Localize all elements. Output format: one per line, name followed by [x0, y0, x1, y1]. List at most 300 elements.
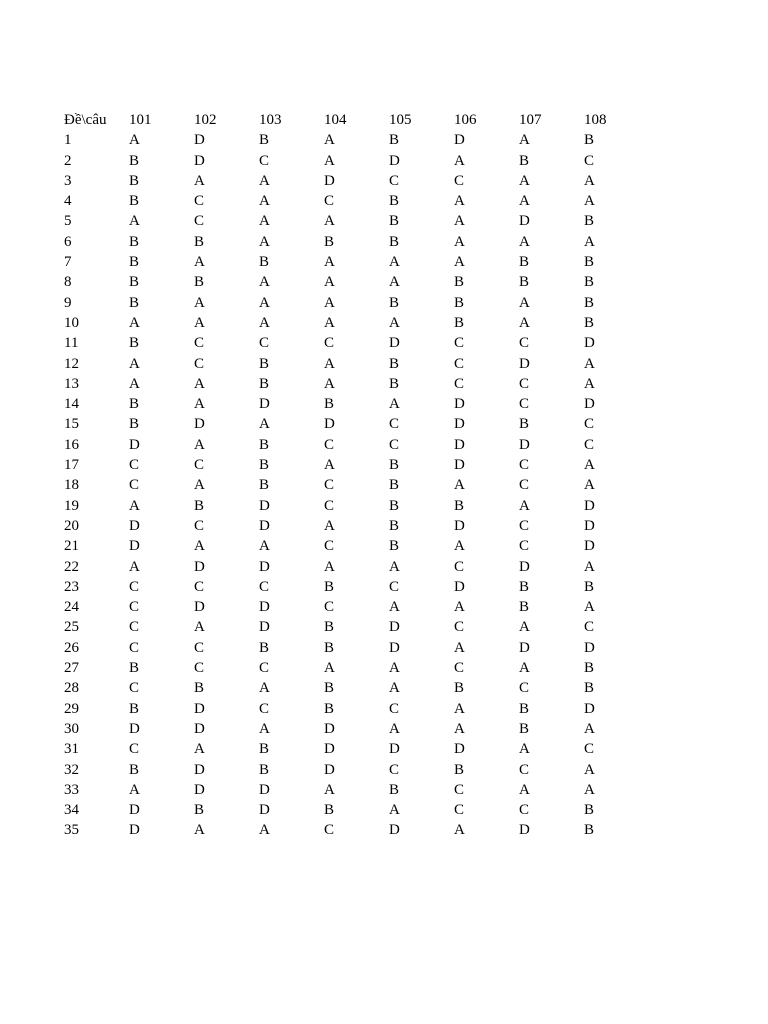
answer-cell: C: [129, 599, 140, 616]
answer-cell: C: [194, 457, 205, 474]
answer-cell: A: [129, 213, 140, 230]
answer-cell: D: [389, 619, 400, 636]
answer-cell: A: [324, 660, 335, 677]
answer-cell: A: [389, 558, 400, 575]
table-row: [64, 475, 649, 495]
answer-cell: A: [129, 132, 140, 149]
answer-cell: A: [259, 314, 270, 331]
answer-cell: A: [519, 132, 530, 149]
answer-cell: B: [454, 274, 465, 291]
question-number-cell: 12: [64, 355, 79, 372]
answer-cell: B: [454, 294, 465, 311]
answer-cell: C: [389, 700, 400, 717]
answer-cell: D: [194, 152, 205, 169]
answer-cell: D: [389, 335, 400, 352]
answer-cell: A: [389, 314, 400, 331]
answer-cell: C: [454, 802, 465, 819]
answer-cell: C: [584, 152, 595, 169]
answer-cell: B: [324, 233, 335, 250]
answer-cell: A: [454, 822, 465, 839]
answer-cell: C: [324, 497, 335, 514]
table-row: [64, 800, 649, 820]
question-number-cell: 30: [64, 720, 79, 737]
answer-cell: C: [584, 619, 595, 636]
question-number-cell: 7: [64, 254, 72, 271]
answer-cell: B: [389, 517, 400, 534]
answer-cell: D: [194, 416, 205, 433]
answer-cell: C: [389, 172, 400, 189]
answer-cell: B: [519, 254, 530, 271]
answer-cell: D: [454, 396, 465, 413]
answer-cell: A: [194, 619, 205, 636]
header-cell-exam-code: 102: [194, 112, 217, 128]
answer-cell: C: [584, 741, 595, 758]
answer-cell: A: [259, 213, 270, 230]
table-row: [64, 333, 649, 353]
answer-cell: A: [584, 720, 595, 737]
table-row: [64, 272, 649, 292]
answer-cell: D: [259, 396, 270, 413]
answer-cell: B: [389, 538, 400, 555]
answer-cell: B: [389, 233, 400, 250]
answer-cell: B: [519, 578, 530, 595]
answer-cell: D: [194, 781, 205, 798]
question-number-cell: 17: [64, 457, 79, 474]
answer-cell: A: [584, 599, 595, 616]
answer-cell: A: [454, 538, 465, 555]
answer-cell: D: [584, 335, 595, 352]
answer-cell: B: [584, 802, 595, 819]
answer-cell: B: [129, 193, 140, 210]
answer-cell: B: [454, 680, 465, 697]
answer-cell: C: [259, 335, 270, 352]
question-number-cell: 33: [64, 781, 79, 798]
question-number-cell: 9: [64, 294, 72, 311]
table-row: [64, 658, 649, 678]
answer-cell: D: [454, 457, 465, 474]
answer-cell: B: [259, 741, 270, 758]
answer-cell: B: [129, 233, 140, 250]
answer-cell: C: [519, 457, 530, 474]
answer-cell: A: [454, 193, 465, 210]
header-cell-exam-code: 106: [454, 112, 477, 128]
answer-cell: B: [194, 274, 205, 291]
answer-cell: D: [259, 619, 270, 636]
table-row: [64, 171, 649, 191]
answer-cell: D: [454, 741, 465, 758]
header-cell-exam-code: 108: [584, 112, 607, 128]
answer-cell: D: [324, 741, 335, 758]
table-row: [64, 638, 649, 658]
answer-cell: A: [389, 720, 400, 737]
table-row: [64, 191, 649, 211]
answer-cell: B: [584, 822, 595, 839]
answer-cell: B: [259, 477, 270, 494]
answer-cell: A: [454, 599, 465, 616]
answer-cell: C: [454, 375, 465, 392]
answer-cell: B: [584, 680, 595, 697]
answer-cell: A: [259, 416, 270, 433]
answer-cell: D: [194, 558, 205, 575]
answer-cell: B: [584, 213, 595, 230]
answer-cell: C: [519, 680, 530, 697]
answer-cell: A: [194, 294, 205, 311]
answer-cell: B: [389, 294, 400, 311]
answer-cell: A: [194, 822, 205, 839]
table-row: [64, 252, 649, 272]
answer-cell: A: [454, 233, 465, 250]
answer-cell: A: [194, 477, 205, 494]
answer-cell: A: [389, 802, 400, 819]
answer-cell: A: [584, 477, 595, 494]
answer-cell: B: [194, 802, 205, 819]
question-number-cell: 15: [64, 416, 79, 433]
answer-cell: A: [389, 599, 400, 616]
answer-cell: A: [519, 172, 530, 189]
answer-cell: B: [324, 619, 335, 636]
answer-cell: A: [584, 233, 595, 250]
answer-cell: D: [584, 639, 595, 656]
answer-cell: A: [454, 639, 465, 656]
table-row: [64, 211, 649, 231]
table-row: [64, 760, 649, 780]
answer-cell: A: [584, 172, 595, 189]
answer-cell: A: [259, 274, 270, 291]
answer-cell: C: [454, 172, 465, 189]
table-row: [64, 577, 649, 597]
answer-cell: D: [259, 599, 270, 616]
answer-cell: A: [324, 375, 335, 392]
answer-cell: A: [389, 660, 400, 677]
answer-cell: B: [259, 436, 270, 453]
answer-cell: D: [584, 497, 595, 514]
answer-cell: C: [324, 335, 335, 352]
answer-cell: A: [324, 457, 335, 474]
answer-cell: B: [129, 152, 140, 169]
answer-cell: A: [259, 720, 270, 737]
answer-cell: B: [324, 396, 335, 413]
answer-cell: B: [584, 132, 595, 149]
question-number-cell: 29: [64, 700, 79, 717]
answer-cell: C: [584, 416, 595, 433]
answer-cell: C: [129, 741, 140, 758]
answer-cell: D: [324, 761, 335, 778]
answer-cell: C: [259, 700, 270, 717]
answer-cell: C: [194, 660, 205, 677]
answer-cell: B: [454, 761, 465, 778]
answer-cell: A: [519, 294, 530, 311]
answer-cell: B: [519, 152, 530, 169]
answer-cell: A: [194, 396, 205, 413]
answer-cell: C: [259, 660, 270, 677]
question-number-cell: 26: [64, 639, 79, 656]
answer-cell: A: [324, 254, 335, 271]
answer-cell: A: [259, 233, 270, 250]
answer-key-table: [64, 110, 649, 841]
answer-cell: B: [584, 254, 595, 271]
question-number-cell: 14: [64, 396, 79, 413]
answer-cell: A: [259, 680, 270, 697]
answer-cell: B: [519, 274, 530, 291]
answer-cell: B: [259, 254, 270, 271]
answer-cell: C: [519, 761, 530, 778]
table-row: [64, 374, 649, 394]
question-number-cell: 27: [64, 660, 79, 677]
header-cell-exam-code: 107: [519, 112, 542, 128]
answer-cell: D: [194, 720, 205, 737]
answer-cell: A: [194, 741, 205, 758]
answer-cell: B: [389, 193, 400, 210]
table-row: [64, 536, 649, 556]
answer-cell: C: [194, 355, 205, 372]
answer-cell: A: [584, 375, 595, 392]
answer-cell: A: [324, 355, 335, 372]
answer-cell: B: [389, 781, 400, 798]
answer-cell: B: [389, 355, 400, 372]
answer-cell: A: [519, 193, 530, 210]
answer-cell: B: [129, 396, 140, 413]
question-number-cell: 6: [64, 233, 72, 250]
table-header: [64, 110, 649, 130]
table-row: [64, 293, 649, 313]
answer-cell: B: [389, 497, 400, 514]
answer-cell: C: [194, 639, 205, 656]
table-row: [64, 455, 649, 475]
answer-cell: A: [454, 213, 465, 230]
answer-cell: C: [454, 355, 465, 372]
question-number-cell: 18: [64, 477, 79, 494]
answer-cell: C: [194, 193, 205, 210]
answer-cell: B: [389, 375, 400, 392]
table-row: [64, 739, 649, 759]
answer-cell: D: [519, 213, 530, 230]
answer-cell: A: [584, 457, 595, 474]
question-number-cell: 8: [64, 274, 72, 291]
answer-cell: A: [519, 497, 530, 514]
answer-cell: B: [584, 314, 595, 331]
answer-cell: A: [584, 761, 595, 778]
answer-cell: A: [324, 132, 335, 149]
answer-cell: A: [519, 660, 530, 677]
answer-cell: A: [454, 152, 465, 169]
question-number-cell: 13: [64, 375, 79, 392]
table-row: [64, 130, 649, 150]
table-body: [64, 130, 649, 840]
answer-cell: B: [454, 497, 465, 514]
answer-cell: D: [129, 802, 140, 819]
answer-cell: D: [129, 436, 140, 453]
answer-cell: A: [324, 294, 335, 311]
answer-cell: A: [454, 720, 465, 737]
answer-cell: A: [129, 558, 140, 575]
answer-cell: A: [194, 314, 205, 331]
answer-cell: B: [129, 172, 140, 189]
answer-cell: A: [129, 314, 140, 331]
answer-cell: C: [519, 375, 530, 392]
question-number-cell: 3: [64, 172, 72, 189]
answer-cell: D: [194, 761, 205, 778]
answer-cell: C: [454, 335, 465, 352]
question-number-cell: 19: [64, 497, 79, 514]
answer-key-sheet: [64, 110, 649, 841]
answer-cell: A: [454, 700, 465, 717]
answer-cell: B: [389, 132, 400, 149]
question-number-cell: 2: [64, 152, 72, 169]
answer-cell: C: [194, 335, 205, 352]
answer-cell: A: [324, 558, 335, 575]
answer-cell: D: [519, 639, 530, 656]
answer-cell: D: [519, 558, 530, 575]
answer-cell: D: [129, 720, 140, 737]
answer-cell: C: [519, 396, 530, 413]
answer-cell: D: [454, 132, 465, 149]
answer-cell: C: [389, 436, 400, 453]
answer-cell: B: [324, 680, 335, 697]
table-row: [64, 496, 649, 516]
answer-cell: A: [324, 781, 335, 798]
answer-cell: A: [519, 619, 530, 636]
answer-cell: D: [259, 558, 270, 575]
answer-cell: B: [129, 660, 140, 677]
answer-cell: A: [324, 152, 335, 169]
answer-cell: B: [259, 375, 270, 392]
answer-cell: C: [454, 619, 465, 636]
answer-cell: B: [324, 639, 335, 656]
answer-cell: B: [259, 132, 270, 149]
answer-cell: C: [324, 193, 335, 210]
answer-cell: C: [324, 477, 335, 494]
answer-cell: B: [194, 233, 205, 250]
answer-cell: A: [389, 680, 400, 697]
answer-cell: C: [519, 335, 530, 352]
answer-cell: B: [129, 254, 140, 271]
answer-cell: A: [194, 254, 205, 271]
answer-cell: A: [324, 517, 335, 534]
answer-cell: C: [259, 578, 270, 595]
answer-cell: C: [259, 152, 270, 169]
answer-cell: B: [129, 294, 140, 311]
answer-cell: B: [324, 578, 335, 595]
header-cell-exam-code: 105: [389, 112, 412, 128]
answer-cell: A: [584, 781, 595, 798]
header-row: [64, 110, 649, 130]
table-row: [64, 719, 649, 739]
answer-cell: D: [584, 396, 595, 413]
table-row: [64, 557, 649, 577]
answer-cell: B: [519, 700, 530, 717]
answer-cell: A: [259, 822, 270, 839]
table-row: [64, 354, 649, 374]
answer-cell: A: [129, 497, 140, 514]
question-number-cell: 28: [64, 680, 79, 697]
answer-cell: D: [129, 517, 140, 534]
answer-cell: B: [129, 335, 140, 352]
question-number-cell: 22: [64, 558, 79, 575]
answer-cell: C: [389, 578, 400, 595]
question-number-cell: 20: [64, 517, 79, 534]
answer-cell: D: [454, 578, 465, 595]
answer-cell: D: [519, 355, 530, 372]
table-row: [64, 617, 649, 637]
table-row: [64, 597, 649, 617]
answer-cell: A: [389, 254, 400, 271]
answer-cell: B: [519, 416, 530, 433]
table-row: [64, 820, 649, 840]
answer-cell: A: [194, 375, 205, 392]
header-cell-exam-code: 103: [259, 112, 282, 128]
question-number-cell: 10: [64, 314, 79, 331]
answer-cell: B: [454, 314, 465, 331]
table-row: [64, 232, 649, 252]
answer-cell: A: [519, 233, 530, 250]
answer-cell: D: [389, 639, 400, 656]
answer-cell: D: [194, 700, 205, 717]
question-number-cell: 1: [64, 132, 72, 149]
answer-cell: C: [389, 416, 400, 433]
answer-cell: D: [129, 822, 140, 839]
answer-cell: A: [324, 274, 335, 291]
table-row: [64, 435, 649, 455]
answer-cell: A: [519, 781, 530, 798]
answer-cell: B: [129, 274, 140, 291]
question-number-cell: 34: [64, 802, 79, 819]
answer-cell: A: [584, 558, 595, 575]
answer-cell: A: [519, 741, 530, 758]
answer-cell: A: [519, 314, 530, 331]
answer-cell: A: [129, 355, 140, 372]
question-number-cell: 11: [64, 335, 79, 352]
answer-cell: A: [389, 396, 400, 413]
answer-cell: B: [584, 274, 595, 291]
answer-cell: B: [389, 477, 400, 494]
table-row: [64, 394, 649, 414]
table-row: [64, 151, 649, 171]
answer-cell: C: [324, 822, 335, 839]
question-number-cell: 25: [64, 619, 79, 636]
answer-cell: B: [389, 457, 400, 474]
header-cell-exam-question: Đề\câu: [64, 112, 107, 128]
question-number-cell: 5: [64, 213, 72, 230]
answer-cell: A: [194, 172, 205, 189]
answer-cell: C: [389, 761, 400, 778]
answer-cell: C: [584, 436, 595, 453]
question-number-cell: 21: [64, 538, 79, 555]
answer-cell: B: [389, 213, 400, 230]
answer-cell: A: [259, 193, 270, 210]
answer-cell: A: [259, 172, 270, 189]
answer-cell: B: [259, 639, 270, 656]
answer-cell: B: [129, 761, 140, 778]
answer-cell: D: [194, 132, 205, 149]
answer-cell: C: [194, 578, 205, 595]
answer-cell: D: [389, 741, 400, 758]
answer-cell: A: [259, 294, 270, 311]
answer-cell: C: [129, 680, 140, 697]
answer-cell: B: [584, 660, 595, 677]
question-number-cell: 32: [64, 761, 79, 778]
answer-cell: C: [324, 599, 335, 616]
answer-cell: A: [129, 375, 140, 392]
answer-cell: D: [324, 172, 335, 189]
answer-cell: D: [454, 436, 465, 453]
answer-cell: B: [584, 294, 595, 311]
question-number-cell: 16: [64, 436, 79, 453]
answer-cell: C: [324, 436, 335, 453]
table-row: [64, 313, 649, 333]
answer-cell: A: [324, 213, 335, 230]
answer-cell: C: [454, 660, 465, 677]
answer-cell: A: [324, 314, 335, 331]
